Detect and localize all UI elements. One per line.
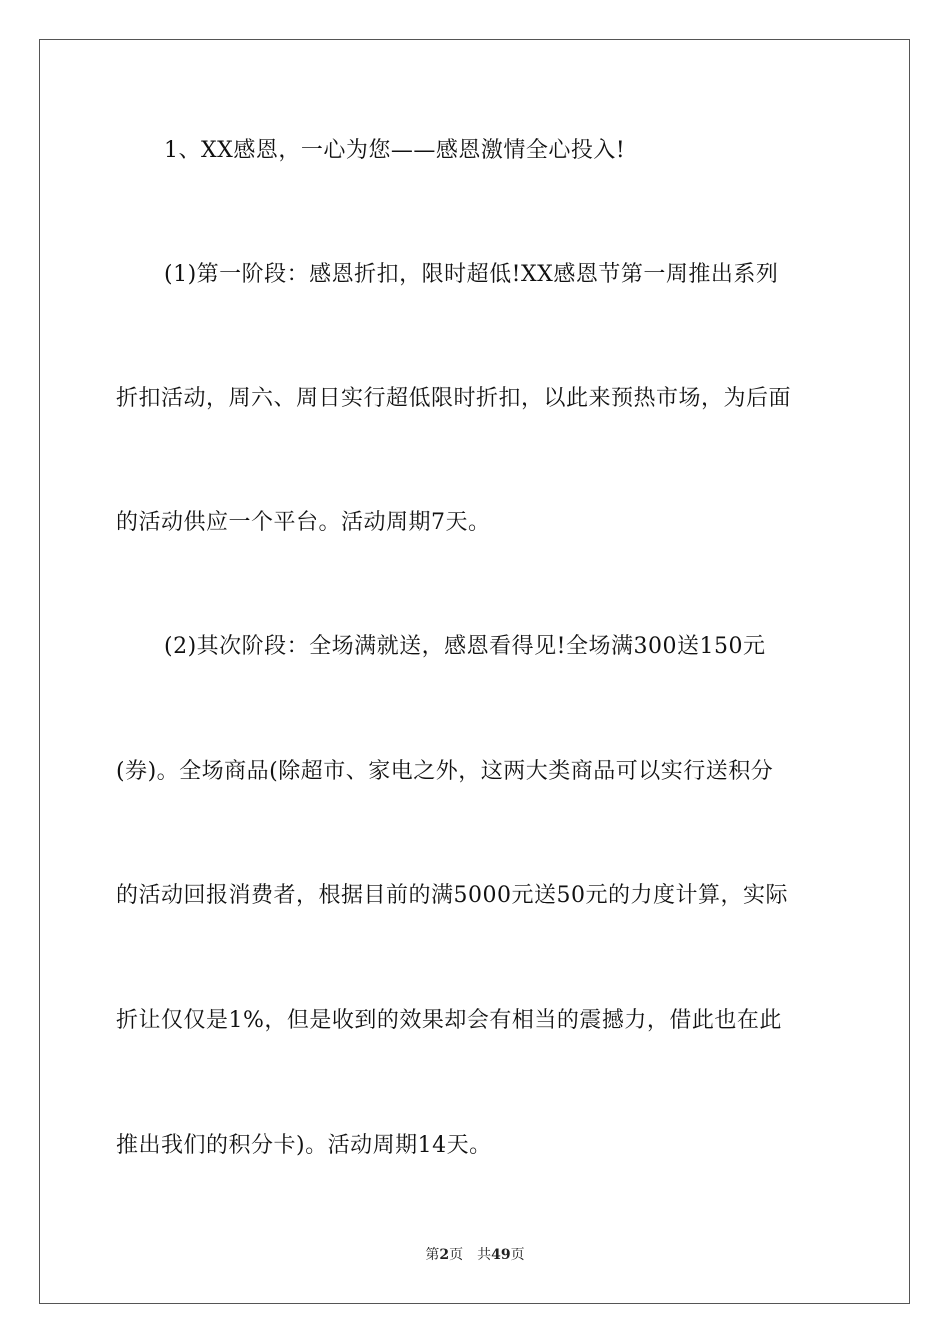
paragraph-line: (券)。全场商品(除超市、家电之外，这两大类商品可以实行送积分 bbox=[116, 759, 774, 784]
heading-line: 1、XX感恩，一心为您——感恩激情全心投入! bbox=[164, 138, 626, 163]
paragraph-line: 折扣活动，周六、周日实行超低限时折扣，以此来预热市场，为后面 bbox=[116, 386, 792, 411]
total-prefix: 共 bbox=[477, 1247, 492, 1263]
paragraph-line: 的活动回报消费者，根据目前的满5000元送50元的力度计算，实际 bbox=[116, 883, 788, 908]
paragraph-line: (1)第一阶段：感恩折扣，限时超低!XX感恩节第一周推出系列 bbox=[164, 262, 779, 287]
page-suffix: 页 bbox=[449, 1247, 464, 1263]
total-suffix: 页 bbox=[510, 1247, 525, 1263]
page-number: 2 bbox=[439, 1247, 450, 1263]
paragraph-line: 推出我们的积分卡)。活动周期14天。 bbox=[116, 1133, 492, 1158]
page-prefix: 第 bbox=[425, 1247, 440, 1263]
paragraph-line: (2)其次阶段：全场满就送，感恩看得见!全场满300送150元 bbox=[164, 634, 766, 659]
page-footer bbox=[0, 1246, 950, 1264]
page-frame bbox=[39, 39, 910, 1304]
paragraph-line: 折让仅仅是1%，但是收到的效果却会有相当的震撼力，借此也在此 bbox=[116, 1008, 782, 1033]
paragraph-line: 的活动供应一个平台。活动周期7天。 bbox=[116, 510, 491, 535]
total-pages: 49 bbox=[491, 1247, 511, 1263]
